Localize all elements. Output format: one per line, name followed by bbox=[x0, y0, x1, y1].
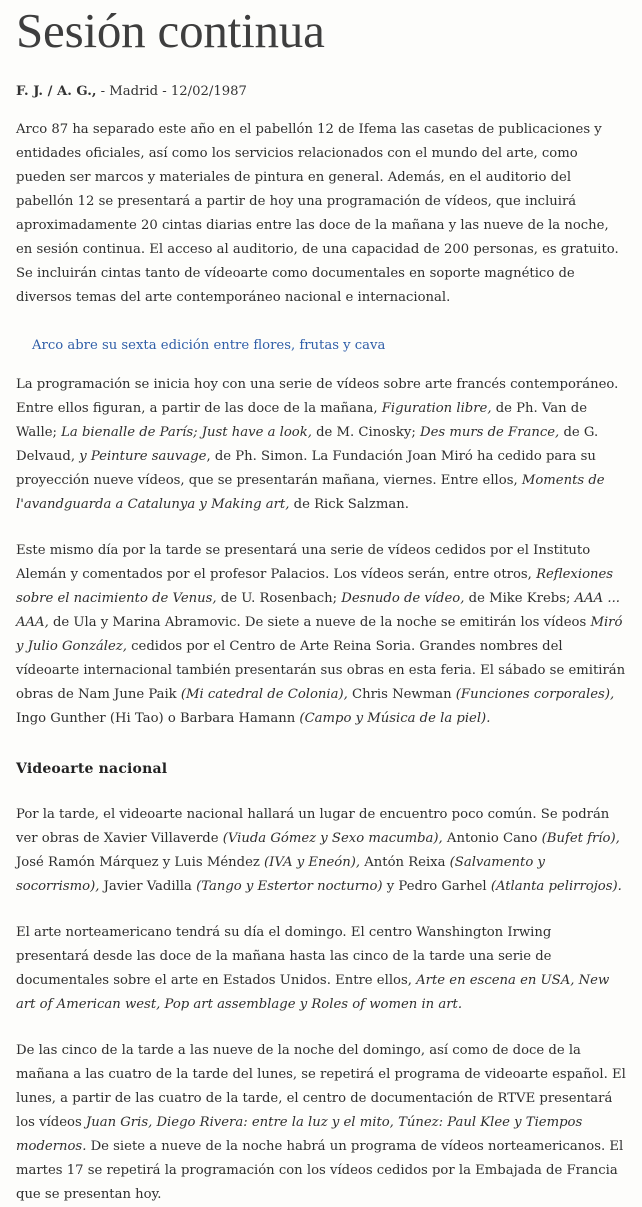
italic-title-text: (Funciones corporales), bbox=[455, 687, 615, 702]
paragraph-text: , de Ph. Simon. La Fundación Joan Miró ha cedido para su proyección nueve vídeos, que se presentarán mañana, viernes. Entre ellos, bbox=[16, 449, 596, 488]
paragraph-text: Este mismo día por la tarde se presentará una serie de vídeos cedidos por el Instituto Alemán y comentados por el profesor Palacios. Los vídeos serán, entre otros, bbox=[16, 543, 591, 582]
italic-title-text: (Mi catedral de Colonia), bbox=[180, 687, 348, 702]
italic-title-text: Des murs de France, bbox=[420, 425, 560, 440]
italic-title-text: (IVA y Eneón), bbox=[264, 855, 361, 870]
related-article-link[interactable]: Arco abre su sexta edición entre flores, frutas y cava bbox=[32, 338, 386, 353]
paragraph-text: De las cinco de la tarde a las nueve de la noche del domingo, así como de doce de la mañana a las cuatro de la tarde del lunes, se repetirá el programa de videoarte español. El lunes, a partir de las cuatro de la tarde, el centro de documentación de RTVE presentará los vídeos bbox=[16, 1043, 626, 1130]
paragraph-text: El arte norteamericano tendrá su día el domingo. El centro Wanshington Irwing presentará desde las doce de la mañana hasta las cinco de la tarde una serie de documentales sobre el arte en Estados Unidos. Entre ellos, bbox=[16, 925, 552, 988]
italic-title-text: (Atlanta pelirrojos). bbox=[490, 879, 622, 894]
paragraph-text: Antonio Cano bbox=[442, 831, 542, 846]
byline-authors: F. J. / A. G., bbox=[16, 84, 97, 99]
italic-title-text: Juan Gris, Diego Rivera: entre la luz y el mito, Túnez: Paul Klee y Tiempos modernos. bbox=[16, 1115, 583, 1154]
italic-title-text: (Tango y Estertor nocturno) bbox=[196, 879, 383, 894]
paragraph-text: de Mike Krebs; bbox=[464, 591, 575, 606]
paragraph-2 bbox=[16, 373, 626, 517]
paragraph-text: de M. Cinosky; bbox=[311, 425, 421, 440]
italic-title-text: Miró y Julio González, bbox=[16, 615, 623, 654]
paragraph-text: Ingo Gunther (Hi Tao) o Barbara Hamann bbox=[16, 711, 300, 726]
paragraph-text: de Ph. Van de Walle; bbox=[16, 401, 588, 440]
paragraph-text: Chris Newman bbox=[347, 687, 456, 702]
paragraph-5 bbox=[16, 921, 626, 1017]
italic-title-text: Moments de l'avandguarda a Catalunya y Making art, bbox=[16, 473, 605, 512]
byline-place-date: - Madrid - 12/02/1987 bbox=[100, 84, 247, 99]
italic-title-text: Arte en escena en USA, New art of American west, Pop art assemblage y Roles of women in art. bbox=[16, 973, 610, 1012]
italic-title-text: Figuration libre, bbox=[381, 401, 492, 416]
paragraph-4 bbox=[16, 803, 626, 899]
italic-title-text: (Viuda Gómez y Sexo macumba), bbox=[222, 831, 443, 846]
paragraph-text: Javier Vadilla bbox=[99, 879, 197, 894]
subheading: Videoarte nacional bbox=[16, 761, 168, 777]
paragraph-text: José Ramón Márquez y Luis Méndez bbox=[16, 855, 265, 870]
byline bbox=[16, 82, 626, 102]
paragraph-text: Antón Reixa bbox=[360, 855, 450, 870]
paragraph-text: de Ula y Marina Abramovic. De siete a nueve de la noche se emitirán los vídeos bbox=[48, 615, 591, 630]
paragraph-text: De siete a nueve de la noche habrá un programa de vídeos norteamericanos. El martes 17 se repetirá la programación con los vídeos cedidos por la Embajada de Francia que se presentan hoy. bbox=[16, 1139, 624, 1202]
article-title: Sesión continua bbox=[16, 3, 325, 58]
paragraph-text: de U. Rosenbach; bbox=[216, 591, 342, 606]
paragraph-text: de G. Delvaud, bbox=[16, 425, 599, 464]
paragraph-text: Por la tarde, el videoarte nacional hallará un lugar de encuentro poco común. Se podrán ver obras de Xavier Villaverde bbox=[16, 807, 610, 846]
italic-title-text: (Bufet frío), bbox=[541, 831, 620, 846]
italic-title-text: (Campo y Música de la piel). bbox=[299, 711, 491, 726]
paragraph-text: y Pedro Garhel bbox=[382, 879, 491, 894]
italic-title-text: La bienalle de París; Just have a look, bbox=[61, 425, 312, 440]
paragraph-1: Arco 87 ha separado este año en el pabellón 12 de Ifema las casetas de publicaciones y entidades oficiales, así como los servicios relacionados con el mundo del arte, como pueden ser marcos y materiales de pintura en general. Además, en el auditorio del pabellón 12 se presentará a partir de hoy una programación de vídeos, que incluirá aproximadamente 20 cintas diarias entre las doce de la mañana y las nueve de la noche, en sesión continua. El acceso al auditorio, de una capacidad de 200 personas, es gratuito. Se incluirán cintas tanto de vídeoarte como documentales en soporte magnético de diversos temas del arte contemporáneo nacional e internacional. bbox=[16, 122, 619, 305]
italic-title-text: Desnudo de vídeo, bbox=[341, 591, 465, 606]
italic-title-text: y Peinture sauvage bbox=[79, 449, 207, 464]
paragraph-6 bbox=[16, 1039, 626, 1207]
paragraph-text: de Rick Salzman. bbox=[289, 497, 409, 512]
italic-title-text: (Salvamento y socorrismo), bbox=[16, 855, 545, 894]
paragraph-text: La programación se inicia hoy con una serie de vídeos sobre arte francés contemporáneo. Entre ellos figuran, a partir de las doce de la mañana, bbox=[16, 377, 619, 416]
italic-title-text: Reflexiones sobre el nacimiento de Venus, bbox=[16, 567, 614, 606]
paragraph-text: cedidos por el Centro de Arte Reina Soria. Grandes nombres del vídeoarte internacional también presentarán sus obras en esta feria. El sábado se emitirán obras de Nam June Paik bbox=[16, 639, 626, 702]
italic-title-text: AAA ... AAA, bbox=[16, 591, 620, 630]
paragraph-3 bbox=[16, 539, 626, 731]
